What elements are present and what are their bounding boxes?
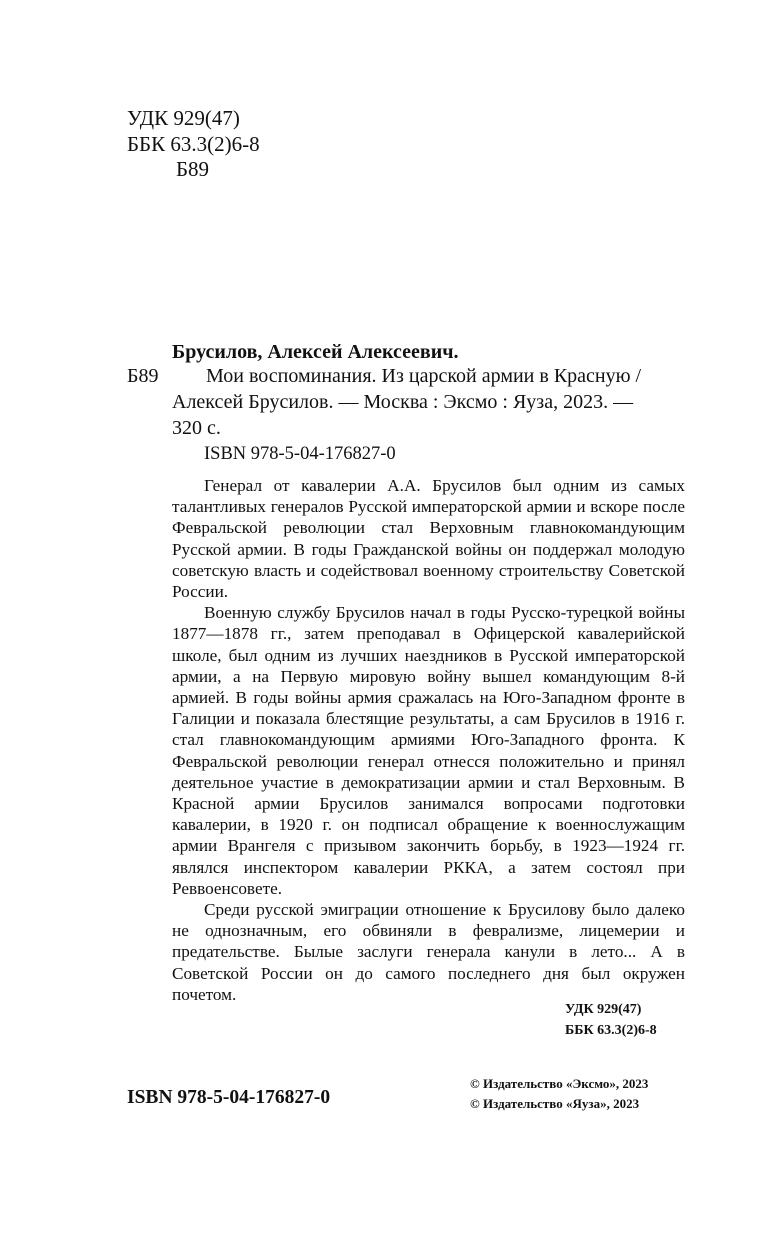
footer-udk: УДК 929(47): [565, 1002, 642, 1017]
title-line: Мои воспоминания. Из царской армии в Красную /: [206, 365, 642, 387]
udk-code: УДК 929(47): [127, 106, 240, 130]
copyright-notice: [470, 1074, 648, 1114]
footer-isbn: ISBN 978-5-04-176827-0: [127, 1087, 331, 1108]
annotation-paragraph: Среди русской эмиграции отношение к Брусилову было далеко не однозначным, его обвиняли в феврализме, лицемерии и предательстве. Былые заслуги генерала канули в лето... А в Советской России он до самого последнего дня был окружен почетом.: [172, 900, 685, 1004]
title-line: 320 с.: [172, 417, 221, 439]
classification-codes: [127, 106, 260, 183]
bbk-code: ББК 63.3(2)6-8: [127, 131, 260, 156]
bibliographic-description: [172, 363, 688, 441]
author-heading: Брусилов, Алексей Алексеевич.: [172, 341, 459, 363]
bibliographic-author-mark: Б89: [127, 365, 159, 387]
annotation-paragraph: Военную службу Брусилов начал в годы Русско-турецкой войны 1877—1878 гг., затем преподавал в Офицерской кавалерийской школе, был одним из лучших наездников в Русской императорской армии, а на Первую мировую войну вышел командующим 8-й армией. В годы войны армия сражалась на Юго-Западном фронте в Галиции и показала блестящие результаты, а сам Брусилов в 1916 г. стал главнокомандующим армиями Юго-Западного фронта. К Февральской революции генерал отнесся положительно и принял деятельное участие в демократизации армии и стал Верховным. В Красной армии Брусилов занимался вопросами подготовки кавалерии, в 1920 г. он подписал обращение к военнослужащим армии Врангеля с призывом закончить борьбу, в 1923—1924 гг. являлся инспектором кавалерии РККА, а затем состоял при Реввоенсовете.: [172, 603, 685, 898]
copyright-line: © Издательство «Яуза», 2023: [470, 1096, 640, 1111]
isbn: ISBN 978-5-04-176827-0: [204, 444, 396, 464]
title-line: Алексей Брусилов. — Москва : Эксмо : Яуза, 2023. —: [172, 391, 634, 413]
annotation: [172, 475, 685, 1005]
author-mark: Б89: [176, 157, 210, 181]
copyright-line: © Издательство «Эксмо», 2023: [470, 1076, 649, 1091]
footer-bbk: ББК 63.3(2)6-8: [565, 1023, 657, 1038]
footer-classification: [565, 999, 657, 1041]
annotation-paragraph: Генерал от кавалерии А.А. Брусилов был одним из самых талантливых генералов Русской императорской армии и вскоре после Февральской революции стал Верховным главнокомандующим Русской армии. В годы Гражданской войны он поддержал молодую советскую власть и содействовал военному строительству Советской России.: [172, 476, 685, 602]
